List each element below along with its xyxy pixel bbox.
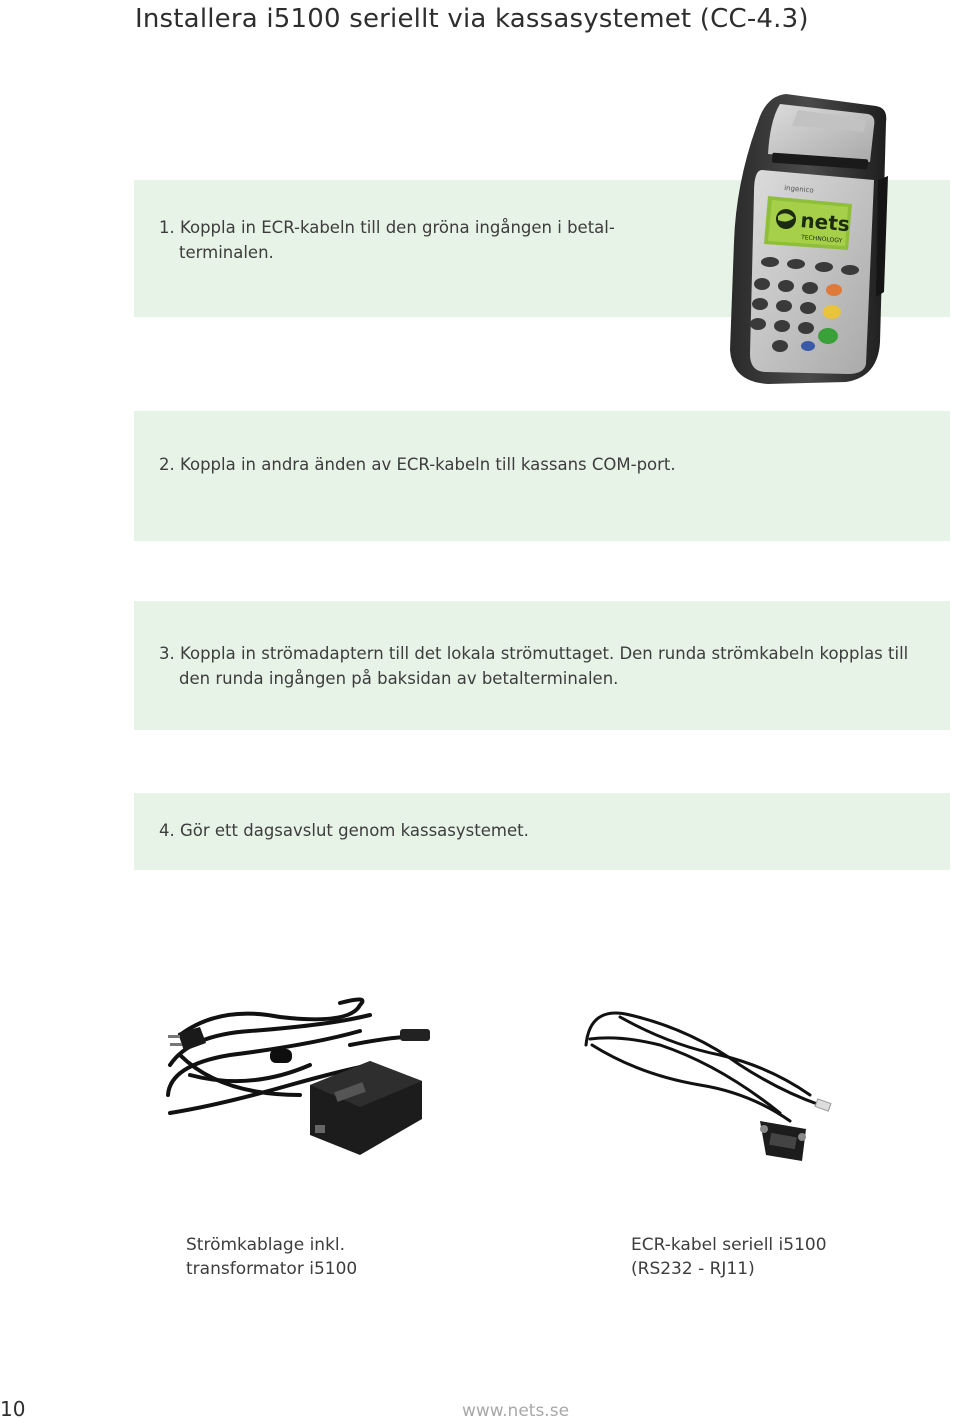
step-4-text: 4. Gör ett dagsavslut genom kassasystemet. <box>159 821 529 840</box>
step-3-text: 3. Koppla in strömadaptern till det lokala strömuttaget. Den runda strömkabeln kopplas till den runda ingången på baksidan av betalterminalen. <box>159 644 909 688</box>
step-3-box <box>134 601 950 730</box>
caption-power-line-2: transformator i5100 <box>186 1259 358 1279</box>
caption-power-line-1: Strömkablage inkl. <box>186 1235 346 1255</box>
power-cable-transformer-image <box>160 995 440 1170</box>
footer-url[interactable]: www.nets.se <box>462 1401 570 1421</box>
caption-ecr-line-1: ECR-kabel seriell i5100 <box>631 1235 827 1255</box>
caption-ecr-cable <box>631 1233 827 1281</box>
step-2-box <box>134 411 950 541</box>
caption-power-cable <box>186 1233 357 1281</box>
page-number: 10 <box>0 1397 26 1421</box>
terminal-screen-subtitle: TECHNOLOGY <box>800 234 843 245</box>
page-title: Installera i5100 seriellt via kassasystemet (CC-4.3) <box>135 4 809 34</box>
terminal-brand-label: ingenico <box>783 184 815 195</box>
payment-terminal-image <box>728 92 890 387</box>
step-1-text: 1. Koppla in ECR-kabeln till den gröna ingången i betal-terminalen. <box>159 218 615 262</box>
ecr-cable-image <box>580 1005 840 1170</box>
terminal-screen-logo: nets <box>799 208 851 237</box>
step-4-box <box>134 793 950 870</box>
step-2-text: 2. Koppla in andra änden av ECR-kabeln till kassans COM-port. <box>159 455 676 474</box>
caption-ecr-line-2: (RS232 - RJ11) <box>631 1259 755 1279</box>
